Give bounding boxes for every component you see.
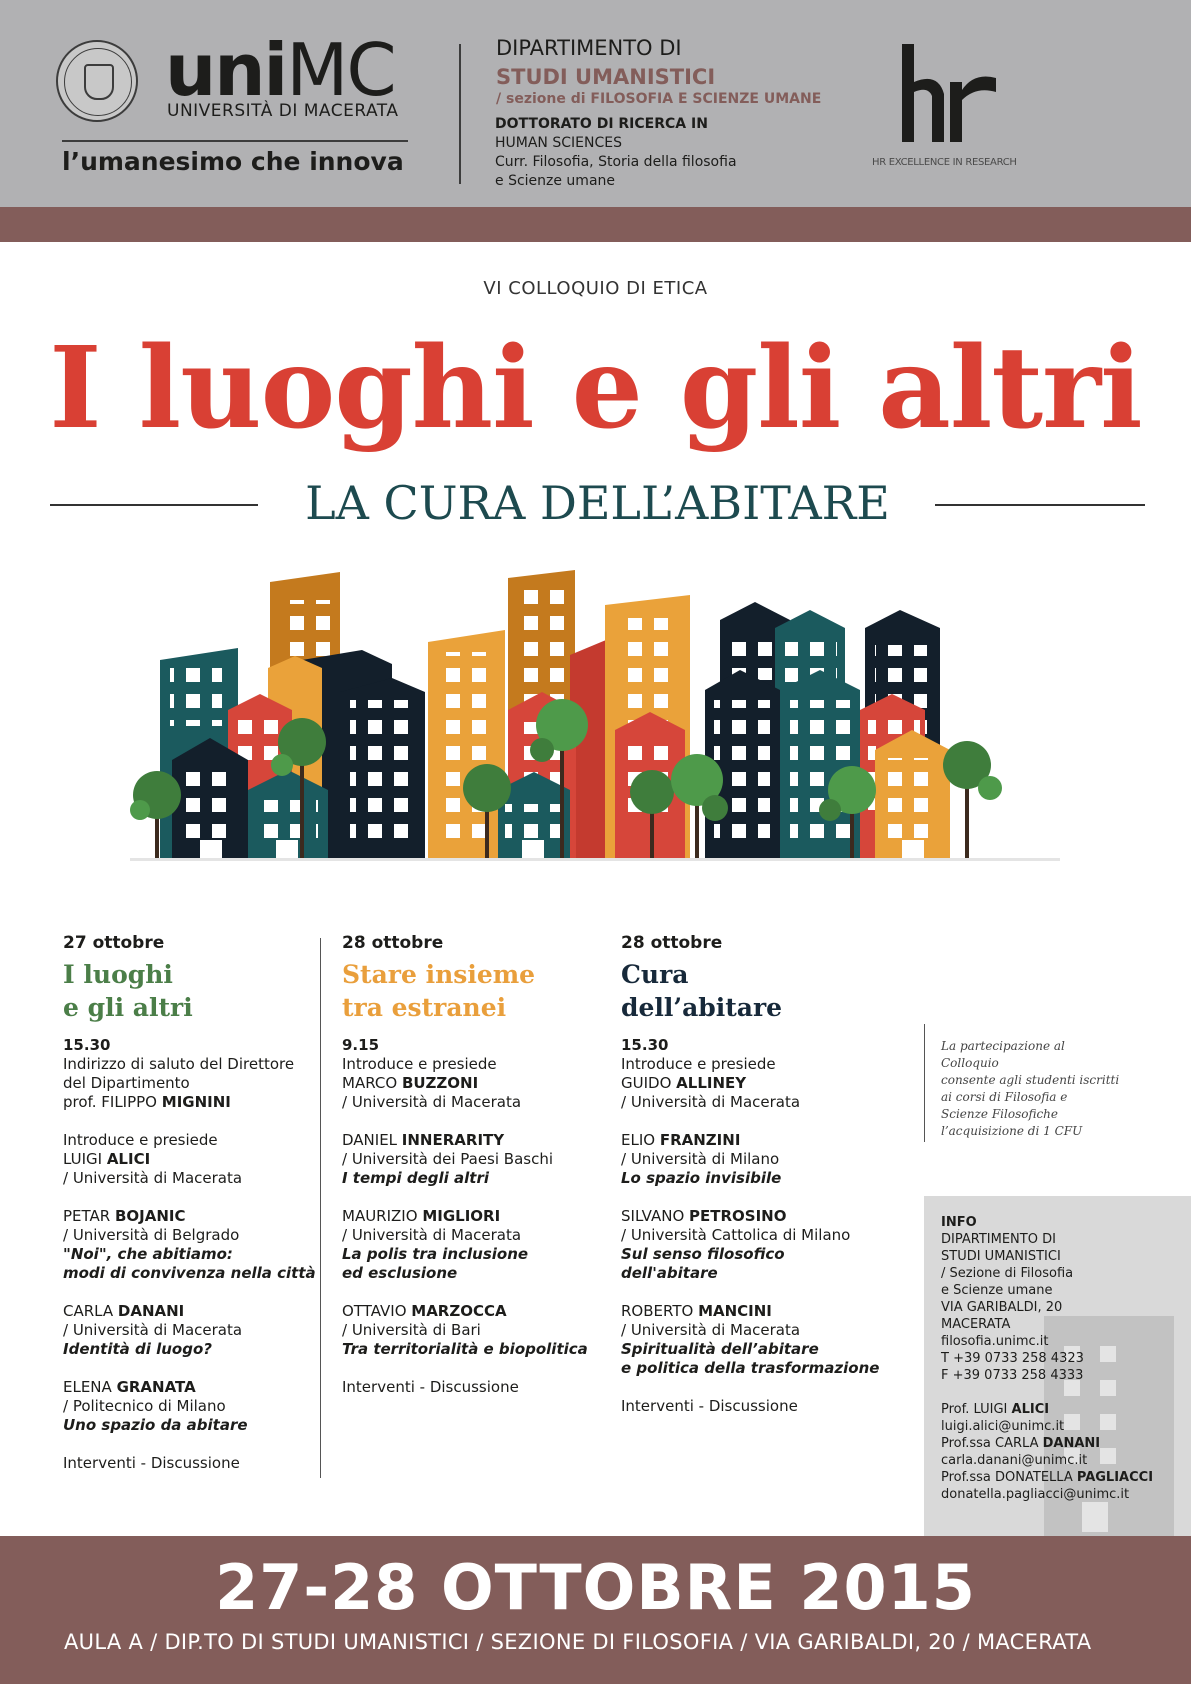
logo-divider xyxy=(62,140,408,142)
fax: F +39 0733 258 4333 xyxy=(941,1368,1084,1383)
session-title: Stare insieme tra estranei xyxy=(342,960,536,1022)
talk-block: ELENA GRANATA / Politecnico di Milano Uno spazio da abitare xyxy=(63,1378,248,1434)
session-title: I luoghi e gli altri xyxy=(63,960,193,1022)
phone: T +39 0733 258 4323 xyxy=(941,1351,1084,1366)
talk-block: CARLA DANANI / Università di Macerata Identità di luogo? xyxy=(63,1302,243,1358)
day-date: 27 ottobre xyxy=(63,933,165,953)
closing-note: Interventi - Discussione xyxy=(342,1378,519,1396)
session-time: 15.30 xyxy=(63,1036,111,1054)
session-time: 15.30 xyxy=(621,1036,669,1054)
closing-note: Interventi - Discussione xyxy=(621,1397,798,1415)
unimc-logo: uniMC xyxy=(165,28,395,112)
program-day-3 xyxy=(621,932,881,1416)
building xyxy=(428,630,505,860)
header xyxy=(0,0,1191,207)
website-link[interactable]: filosofia.unimc.it xyxy=(941,1334,1049,1349)
session-time: 9.15 xyxy=(342,1036,380,1054)
motto: l’umanesimo che innova xyxy=(62,147,404,176)
talk-block: PETAR BOJANIC / Università di Belgrado "Noi", che abitiamo: modi di convivenza nella città xyxy=(63,1207,316,1282)
day-date: 28 ottobre xyxy=(342,933,444,953)
building xyxy=(172,738,248,860)
talk-block: OTTAVIO MARZOCCA / Università di Bari Tra territorialità e biopolitica xyxy=(342,1302,588,1358)
info-heading: INFO xyxy=(941,1215,977,1230)
talk-block: ELIO FRANZINI / Università di Milano Lo spazio invisibile xyxy=(621,1131,782,1187)
event-dates: 27-28 OTTOBRE 2015 xyxy=(215,1551,976,1624)
university-name: UNIVERSITÀ DI MACERATA xyxy=(167,101,399,121)
talk-block: ROBERTO MANCINI / Università di Macerata Spiritualità dell’abitare e politica della trasformazione xyxy=(621,1302,880,1377)
email-link[interactable]: luigi.alici@unimc.it xyxy=(941,1419,1065,1434)
event-title: I luoghi e gli altri xyxy=(49,323,1142,454)
column-divider xyxy=(320,938,321,1478)
event-venue: AULA A / DIP.TO DI STUDI UMANISTICI / SEZIONE DI FILOSOFIA / VIA GARIBALDI, 20 / MACERATA xyxy=(64,1630,1092,1654)
email-link[interactable]: carla.danani@unimc.it xyxy=(941,1453,1088,1468)
hr-logo-icon xyxy=(898,42,1008,146)
building xyxy=(875,730,950,860)
info-box xyxy=(924,1196,1191,1536)
university-seal-icon xyxy=(56,40,138,122)
email-link[interactable]: donatella.pagliacci@unimc.it xyxy=(941,1487,1130,1502)
header-band xyxy=(0,207,1191,242)
info-text: INFO DIPARTIMENTO DI STUDI UMANISTICI / Sezione di Filosofia e Scienze umane VIA GARIBALDI, 20 MACERATA filosofia.unimc.it T +39 0733 258 4323 F +39 0733 258 4333 Prof. LUIGI ALICI luigi.alici@unimc.it Prof.ssa CARLA DANANI carla.danani@unimc.it Prof.ssa DONATELLA PAGLIACCI donatella.pagliacci@unimc.it xyxy=(941,1215,1154,1502)
building xyxy=(780,670,860,860)
chair-block: 15.30 Introduce e presiede GUIDO ALLINEY / Università di Macerata xyxy=(621,1036,881,1112)
city-illustration xyxy=(130,560,1060,900)
doctorate-title: DOTTORATO DI RICERCA IN xyxy=(495,116,708,132)
day-date: 28 ottobre xyxy=(621,933,723,953)
building xyxy=(340,678,425,860)
header-divider xyxy=(459,44,461,184)
chair-block: Introduce e presiede LUIGI ALICI / Università di Macerata xyxy=(63,1131,243,1187)
talk-block: DANIEL INNERARITY / Università dei Paesi Baschi I tempi degli altri xyxy=(342,1131,554,1187)
program-day-2 xyxy=(342,932,602,1397)
tree xyxy=(943,741,1002,860)
talk-block: MAURIZIO MIGLIORI / Università di Macerata La polis tra inclusione ed esclusione xyxy=(342,1207,529,1282)
opening-block: 15.30 Indirizzo di saluto del Direttore del Dipartimento prof. FILIPPO MIGNINI xyxy=(63,1036,323,1112)
session-title: Cura dell’abitare xyxy=(621,960,783,1022)
hr-caption: HR EXCELLENCE IN RESEARCH xyxy=(872,157,1017,168)
footer xyxy=(0,1536,1191,1684)
series-label: VI COLLOQUIO DI ETICA xyxy=(483,278,708,299)
dept-line-1: DIPARTIMENTO DI xyxy=(496,36,682,60)
cfu-note: La partecipazione al Colloquio consente agli studenti iscritti ai corsi di Filosofia e Scienze Filosofiche l’acquisizione di 1 CFU xyxy=(924,1024,1124,1142)
closing-note: Interventi - Discussione xyxy=(63,1454,240,1472)
program-day-1 xyxy=(63,932,323,1473)
chair-block: 9.15 Introduce e presiede MARCO BUZZONI / Università di Macerata xyxy=(342,1036,602,1112)
subtitle-rule-right xyxy=(935,504,1145,506)
subtitle-row xyxy=(50,473,1145,533)
doctorate-details: HUMAN SCIENCES Curr. Filosofia, Storia della filosofia e Scienze umane xyxy=(495,135,737,189)
dept-line-2: STUDI UMANISTICI xyxy=(496,65,716,89)
dept-line-3: / sezione di FILOSOFIA E SCIENZE UMANE xyxy=(496,91,822,107)
event-subtitle: LA CURA DELL’ABITARE xyxy=(305,476,890,530)
talk-block: SILVANO PETROSINO / Università Cattolica di Milano Sul senso filosofico dell'abitare xyxy=(621,1207,851,1282)
